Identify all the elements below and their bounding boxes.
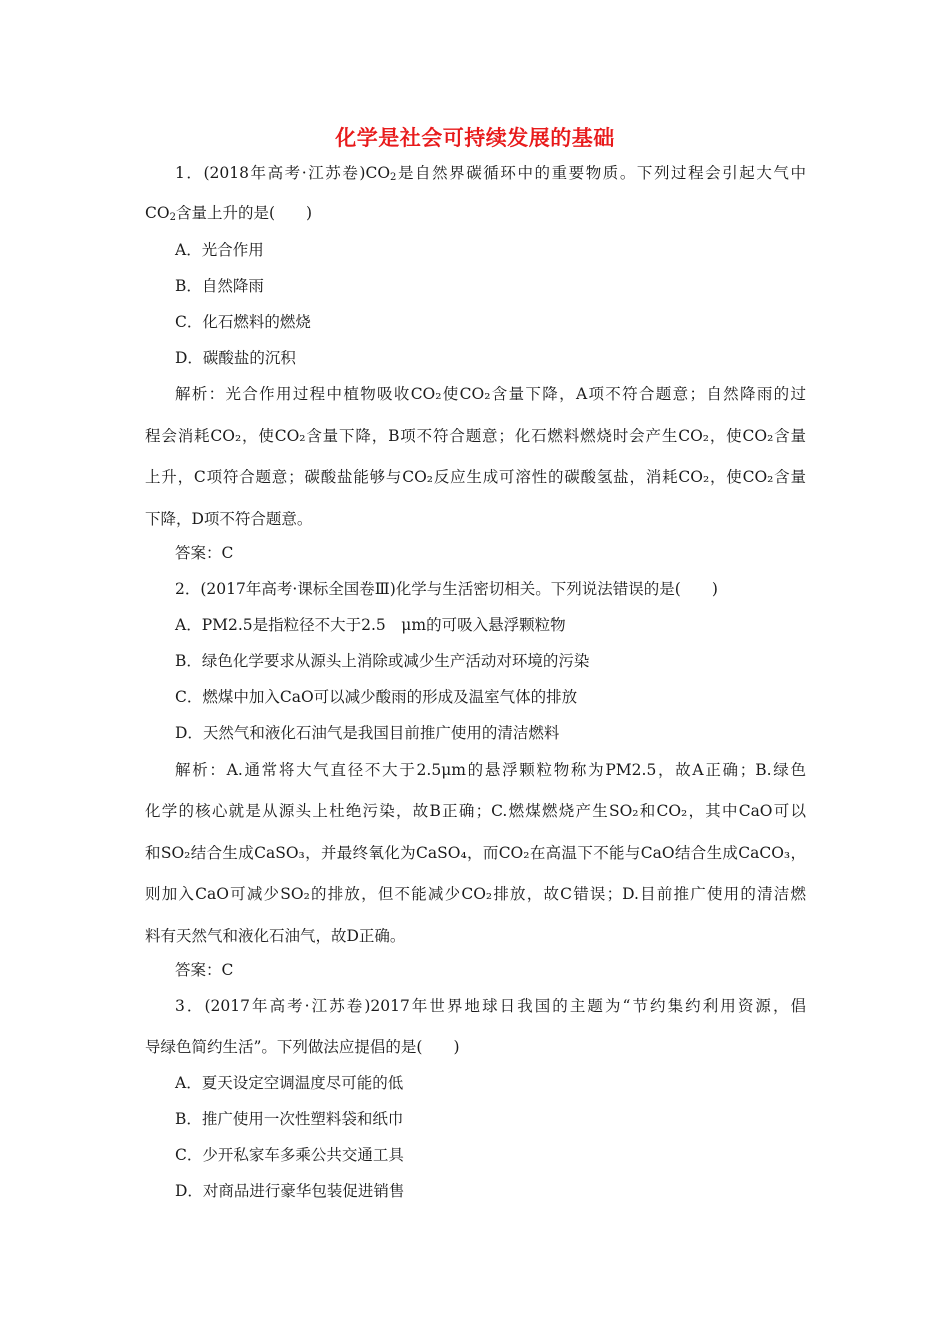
q1-option-d: D．碳酸盐的沉积: [175, 349, 296, 367]
q1-option-c: C．化石燃料的燃烧: [175, 313, 311, 331]
q1-analysis-line-1: 解析：光合作用过程中植物吸收CO₂使CO₂含量下降，A项不符合题意；自然降雨的过: [175, 385, 806, 403]
q1-stem-line-2: $CO_2$含量上升的是( ): [145, 204, 313, 223]
q2-option-c: C．燃煤中加入CaO可以减少酸雨的形成及温室气体的排放: [175, 688, 578, 706]
q2-option-d: D．天然气和液化石油气是我国目前推广使用的清洁燃料: [175, 724, 560, 742]
q2-analysis-line-2: 化学的核心就是从源头上杜绝污染，故B正确；C.燃煤燃烧产生SO₂和CO₂，其中CaO可以: [145, 802, 806, 820]
q2-stem: 2．(2017年高考·课标全国卷Ⅲ)化学与生活密切相关。下列说法错误的是( ): [175, 580, 718, 598]
q1-option-b: B．自然降雨: [175, 277, 264, 295]
q2-option-b: B．绿色化学要求从源头上消除或减少生产活动对环境的污染: [175, 652, 590, 670]
q1-answer: 答案：C: [175, 544, 234, 562]
q1-analysis-line-3: 上升，C项符合题意；碳酸盐能够与CO₂反应生成可溶性的碳酸氢盐，消耗CO₂，使CO₂含量: [145, 468, 806, 486]
q3-stem-line-1: 3．(2017年高考·江苏卷)2017年世界地球日我国的主题为“节约集约利用资源，倡: [175, 997, 806, 1015]
document-title: 化学是社会可持续发展的基础: [335, 126, 615, 150]
q2-analysis-line-3: 和SO₂结合生成CaSO₃，并最终氧化为CaSO₄，而CO₂在高温下不能与CaO结合生成CaCO₃，: [145, 844, 806, 862]
q3-option-a: A．夏天设定空调温度尽可能的低: [175, 1074, 404, 1092]
q2-option-a: A．PM2.5是指粒径不大于2.5 μm的可吸入悬浮颗粒物: [175, 616, 566, 634]
q2-analysis-line-4: 则加入CaO可减少SO₂的排放，但不能减少CO₂排放，故C错误；D.目前推广使用的清洁燃: [145, 885, 806, 903]
q3-stem-line-2: 导绿色简约生活”。下列做法应提倡的是( ): [145, 1038, 460, 1056]
q2-answer: 答案：C: [175, 961, 234, 979]
q3-option-d: D．对商品进行豪华包装促进销售: [175, 1182, 405, 1200]
q1-option-a: A．光合作用: [175, 241, 264, 259]
q1-stem-line-1: 1．(2018年高考·江苏卷)$CO_2$是自然界碳循环中的重要物质。下列过程会引起大气中: [175, 164, 806, 183]
q3-option-b: B．推广使用一次性塑料袋和纸巾: [175, 1110, 404, 1128]
q1-analysis-line-4: 下降，D项不符合题意。: [145, 510, 313, 528]
q2-analysis-line-5: 料有天然气和液化石油气，故D正确。: [145, 927, 406, 945]
q3-option-c: C．少开私家车多乘公共交通工具: [175, 1146, 404, 1164]
q1-analysis-line-2: 程会消耗CO₂，使CO₂含量下降，B项不符合题意；化石燃料燃烧时会产生CO₂，使CO₂含量: [145, 427, 806, 445]
q2-analysis-line-1: 解析：A.通常将大气直径不大于2.5μm的悬浮颗粒物称为PM2.5，故A正确；B.绿色: [175, 761, 806, 779]
